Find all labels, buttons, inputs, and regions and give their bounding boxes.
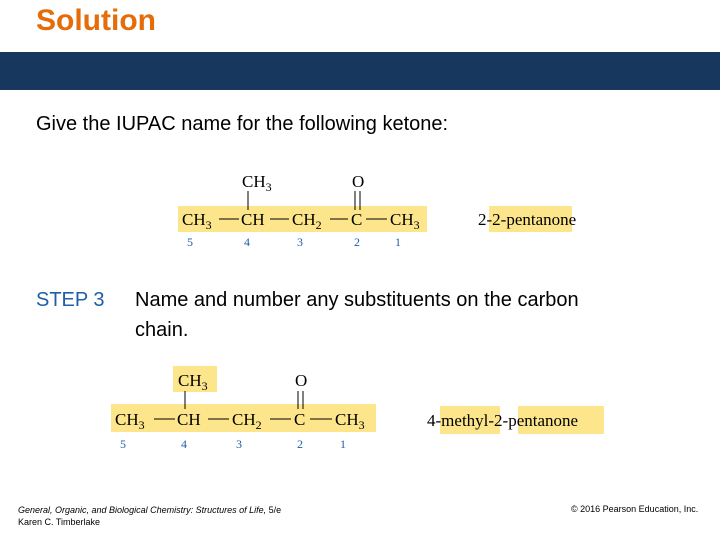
methyl-substituent: $CH_3$ [178, 371, 208, 393]
chain-atom: $CH_2$ [292, 210, 322, 232]
carbon-number: 4 [244, 235, 250, 249]
question-prompt: Give the IUPAC name for the following ketone: [36, 113, 449, 135]
carbonyl-oxygen: O [295, 371, 308, 390]
chain-atom: $CH_3$ [182, 210, 212, 232]
name-substituent: methyl [441, 411, 489, 430]
carbon-number: 1 [340, 437, 346, 451]
slide-title: Solution [36, 4, 156, 37]
chain-atom: $CH_3$ [335, 410, 365, 432]
chain-atom: CH [241, 210, 265, 229]
iupac-name [427, 411, 578, 430]
name-parent: pentanone [508, 411, 579, 430]
iupac-name [478, 210, 576, 229]
chain-atom: $CH_2$ [232, 410, 262, 432]
carbon-number: 3 [236, 437, 242, 451]
chain-atom: $CH_3$ [390, 210, 420, 232]
chain-atom: $CH_3$ [115, 410, 145, 432]
carbon-number: 4 [181, 437, 187, 451]
chain-atom: CH [177, 410, 201, 429]
chain-atom: C [294, 410, 306, 429]
name-locant: -2- [488, 411, 509, 430]
carbon-number: 3 [297, 235, 303, 249]
carbon-number: 2 [297, 437, 303, 451]
footer-book-title: General, Organic, and Biological Chemistry: Structures of Life, [18, 505, 267, 515]
carbon-number: 2 [354, 235, 360, 249]
footer-citation [18, 504, 281, 528]
header-band [0, 52, 720, 90]
footer-copyright: © 2016 Pearson Education, Inc. [571, 504, 699, 514]
step-text: Name and number any substituents on the carbon chain. [135, 289, 579, 341]
footer-author: Karen C. Timberlake [18, 517, 101, 527]
carbon-number: 5 [187, 235, 193, 249]
name-parent: 2-pentanone [492, 210, 577, 229]
carbonyl-oxygen: O [352, 172, 365, 191]
carbon-number: 1 [395, 235, 401, 249]
footer-edition: 5/e [266, 505, 282, 515]
name-locant: 4- [427, 411, 442, 430]
chain-atom: C [351, 210, 363, 229]
name-locant: 2- [478, 210, 493, 229]
ketone-structure-2 [105, 364, 615, 456]
carbon-number: 5 [120, 437, 126, 451]
step-label: STEP 3 [36, 289, 105, 311]
ketone-structure-1 [170, 168, 590, 258]
methyl-substituent: $CH_3$ [242, 172, 272, 194]
